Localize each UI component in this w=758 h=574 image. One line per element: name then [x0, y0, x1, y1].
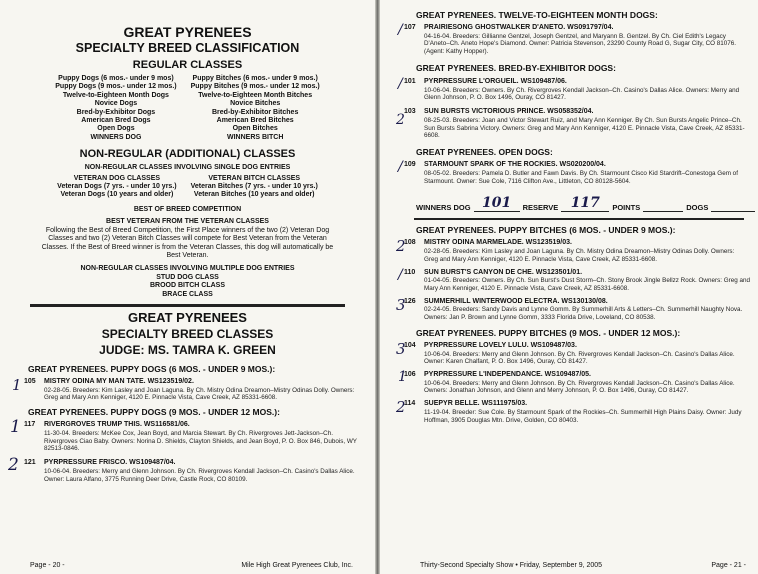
- section-heading: GREAT PYRENEES. PUPPY DOGS (6 MOS. - UNDER 9 MOS.):: [28, 363, 276, 374]
- section-heading: GREAT PYRENEES. PUPPY BITCHES (6 MOS. - UNDER 9 MOS.):: [416, 225, 676, 236]
- class-item: Puppy Bitches (9 mos.- under 12 mos.): [190, 83, 320, 91]
- footer-page-number: Page - 21 -: [711, 562, 746, 569]
- divider: [414, 218, 744, 220]
- entry-description: 11-19-04. Breeder: Sue Cole. By Starmount Spark of the Rockies–Ch. Summerhill High Plains Daisy. Owner: Judy Hoffman, 3905 Douglas Mtn. Drive, Golden, CO 80403.: [424, 408, 742, 424]
- multi-class-item: BROOD BITCH CLASS: [149, 282, 226, 290]
- entry-description: 08-25-03. Breeders: Joan and Victor Stewart Ruiz, and Mary Ann Kenniger. By Ch. Sun Bursts Angelic Prince–Ch. Sun Bursts Sabrina Victory. Owners: Greg and Mary Ann Kenniger, 4120 E. Pinnacle Vista, Cave Creek, AZ 85331-6608.: [424, 116, 745, 140]
- entry-title: MISTRY ODINA MY MAN TATE. WS123519/02.: [44, 377, 194, 385]
- entry-title: PYRPRESSURE LOVELY LULU. WS109487/03.: [424, 341, 577, 349]
- class-item: Bred-by-Exhibitor Dogs: [76, 108, 156, 116]
- class-item: Novice Dogs: [94, 100, 138, 108]
- entry-item: [0, 455, 367, 483]
- handwritten-placement: 1: [398, 369, 407, 386]
- entry-description: 02-28-05. Breeders: Kim Lasley and Joan Laguna. By Ch. Mistry Odina Dreamon–Mistry Odinas Dolly. Owners: Greg and Mary Ann Kenniger, 4120 E. Pinnacle Vista, Cave Creek, AZ 85331-6608.: [44, 386, 355, 402]
- entry-title: RIVERGROVES TRUMP THIS. WS116581/06.: [44, 421, 190, 429]
- handwritten-placement: 2: [396, 112, 405, 129]
- handwritten-placement: 1: [12, 375, 22, 394]
- veteran-dog-classes: [57, 175, 176, 200]
- nonregular-heading: NON-REGULAR (ADDITIONAL) CLASSES: [79, 148, 296, 161]
- entry-number: 107: [404, 24, 416, 31]
- class-item: Veteran Bitches (7 yrs. - under 10 yrs.): [190, 183, 318, 191]
- multi-entries-heading: NON-REGULAR CLASSES INVOLVING MULTIPLE DOG ENTRIES: [80, 265, 295, 273]
- section-heading: GREAT PYRENEES. BRED-BY-EXHIBITOR DOGS:: [416, 62, 616, 73]
- entry-item: [0, 417, 367, 453]
- handwritten-placement: /: [398, 22, 403, 38]
- entry-description: 04-16-04. Breeders: Gillianne Gentzel, Joseph Gentzel, and Maryann B. Gentzel. By Ch. Ciel Edith's Legacy D'Aneto–Ch. Aneto Hope's Diamond. Owner: Patricia Stevenson, 23290 County Road G, Sugar City, CO 81076. (Agent: Kathy Hopper).: [424, 32, 737, 56]
- best-of-breed-heading: BEST OF BREED COMPETITION: [133, 205, 242, 213]
- entry-item: [380, 75, 750, 102]
- entry-description: 02-28-05. Breeders: Kim Lasley and Joan Laguna. By Ch. Mistry Odina Dreamon–Mistry Odinas Dolly. Owners: Greg and Mary Ann Kenniger, 4120 E. Pinnacle Vista, Cave Creek, AZ 85331-6608.: [424, 247, 735, 263]
- winners-dog-field: [474, 195, 520, 212]
- entry-item: [380, 266, 750, 293]
- section-heading: GREAT PYRENEES. OPEN DOGS:: [416, 147, 553, 158]
- section-heading: GREAT PYRENEES. TWELVE-TO-EIGHTEEN MONTH DOGS:: [416, 10, 658, 20]
- winners-dog-value: 101: [481, 195, 512, 212]
- entry-number: 104: [404, 341, 416, 349]
- entry-number: 110: [404, 268, 416, 276]
- points-label: POINTS: [612, 203, 641, 213]
- entry-title: SUMMERHILL WINTERWOOD ELECTRA. WS130130/08.: [424, 297, 608, 305]
- entry-number: 114: [404, 400, 416, 408]
- dogs-label: DOGS: [686, 203, 709, 213]
- entry-number: 121: [24, 459, 36, 467]
- class-item: Novice Bitches: [230, 100, 281, 108]
- entry-description: 11-30-04. Breeders: McKee Cox, Jean Boyd, and Marcia Stewart. By Ch. Rivergroves Jett-Jackson–Ch. Rivergroves Ciao Baby. Owners: Norina D. Shields, Clayton Shields, and Jean Boyd, P. O. Box 846, Dubois, WY 82513-0846.: [44, 429, 357, 453]
- entry-description: 02-24-05. Breeders: Sandy Davis and Lynne Gomm. By Summerhill Arts & Letters–Ch. Summerhill Naughty Nova. Owners: Jan P. Brown and Lynne Gomm, 3333 Florida Drive, Loveland, CO 80538.: [424, 306, 743, 322]
- handwritten-placement: 2: [396, 398, 406, 417]
- left-page: [0, 0, 375, 574]
- class-item: Veteran Dogs (7 yrs. - under 10 yrs.): [57, 183, 177, 191]
- entry-description: 10-06-04. Breeders: Merry and Glenn Johnson. By Ch. Rivergroves Kendall Jackson–Ch. Casino's Dallas Alice. Owners: Jonathan Johnson, and Glenn and Merry Johnson, P. O. Box 1496, Ouray, CO 81427.: [424, 379, 735, 395]
- footer-page-number: Page - 20 -: [30, 562, 65, 569]
- entry-number: 105: [24, 377, 36, 385]
- entry-number: 101: [404, 77, 416, 85]
- right-page: [380, 0, 758, 574]
- class-item: American Bred Bitches: [216, 117, 294, 125]
- class-item: WINNERS DOG: [90, 133, 142, 141]
- entry-title: PYRPRESSURE L'INDEPENDANCE. WS109487/05.: [424, 371, 591, 379]
- winners-dog-label: WINNERS DOG: [416, 203, 471, 213]
- entry-number: 109: [404, 161, 416, 169]
- entry-description: 10-06-04. Breeders: Merry and Glenn Johnson. By Ch. Rivergroves Kendall Jackson–Ch. Casino's Dallas Alice. Owner: Laura Alfano, 3775 Running Deer Drive, Castle Rock, CO 80109.: [44, 467, 355, 483]
- regular-classes-heading: REGULAR CLASSES: [132, 59, 243, 71]
- classification-subtitle: SPECIALTY BREED CLASSIFICATION: [75, 41, 300, 55]
- veteran-classes-list: [0, 175, 375, 200]
- class-item: VETERAN DOG CLASSES: [73, 174, 161, 182]
- points-field: [643, 211, 683, 212]
- entry-item: [380, 400, 750, 424]
- entry-item: [380, 371, 750, 395]
- handwritten-placement: 1: [10, 417, 21, 438]
- entry-number: 126: [404, 297, 416, 305]
- veteran-bitch-classes: [191, 175, 318, 200]
- entry-number: 106: [404, 371, 416, 379]
- entry-description: 08-05-02. Breeders: Pamela D. Butler and Fawn Davis. By Ch. Starmount Cisco Kid Stardrift–Conestoga Gem of Starmount. Owner: Sue Cole, 7116 Clifton Ave., Littleton, CO 80128-5604.: [424, 169, 738, 185]
- class-item: Puppy Dogs (6 mos.- under 9 mos): [58, 75, 174, 82]
- class-item: American Bred Dogs: [81, 117, 151, 125]
- entry-title: MISTRY ODINA MARMELADE. WS123519/03.: [424, 239, 572, 247]
- entry-title: PRAIRIESONG GHOSTWALKER D'ANETO. WS091797/04.: [424, 24, 614, 31]
- handwritten-placement: 2: [8, 455, 19, 476]
- entry-number: 108: [404, 239, 416, 247]
- class-item: Puppy Bitches (6 mos.- under 9 mos.): [192, 75, 318, 82]
- regular-classes-list: [0, 75, 375, 142]
- entry-description: 10-06-04. Breeders: Owners. By Ch. Rivergroves Kendall Jackson–Ch. Casino's Dallas Alice. Owners: Merry and Glenn Johnson, P. O. Box 1496, Ouray, CO 81427.: [424, 86, 740, 102]
- class-section: [380, 328, 758, 338]
- multi-class-item: STUD DOG CLASS: [156, 273, 219, 281]
- dogs-field: [711, 211, 755, 212]
- class-item: Veteran Bitches (10 years and older): [193, 191, 315, 199]
- reserve-field: [561, 195, 609, 212]
- class-item: Open Bitches: [232, 125, 278, 133]
- reserve-value: 117: [570, 195, 600, 212]
- entry-item: [380, 161, 750, 185]
- entry-number: 117: [24, 421, 36, 429]
- footer-club-name: Mile High Great Pyrenees Club, Inc.: [241, 562, 353, 569]
- handwritten-placement: 3: [396, 295, 406, 314]
- class-item: Puppy Dogs (9 mos.- under 12 mos.): [55, 83, 177, 91]
- winners-line: [380, 195, 758, 212]
- class-section: [0, 407, 375, 417]
- section-heading: GREAT PYRENEES. PUPPY DOGS (9 MOS. - UNDER 12 MOS.):: [28, 407, 280, 418]
- class-section: [380, 225, 758, 235]
- handwritten-placement: /: [398, 266, 403, 283]
- entry-description: 01-04-05. Breeders: Owners. By Ch. Sun Burst's Dust Storm–Ch. Stony Brook Jingle Bellzz Rock. Owners: Greg and Mary Ann Kenniger, 4120 E. Pinnacle Vista, Cave Creek, AZ 85331-6608.: [424, 277, 750, 292]
- class-section: [0, 364, 375, 374]
- class-item: Twelve-to-Eighteen Month Dogs: [62, 91, 169, 99]
- multi-class-item: BRACE CLASS: [162, 290, 213, 298]
- class-item: Bred-by-Exhibitor Bitches: [212, 108, 299, 116]
- entry-title: SUN BURSTS VICTORIOUS PRINCE. WS058352/04.: [424, 108, 594, 116]
- handwritten-placement: 2: [396, 237, 406, 256]
- entry-title: PYRPRESSURE L'ORGUEIL. WS109487/06.: [424, 77, 567, 85]
- class-section: [380, 63, 758, 73]
- footer-show-info: Thirty-Second Specialty Show • Friday, September 9, 2005: [420, 562, 603, 569]
- entry-item: [380, 339, 750, 366]
- class-section: [380, 147, 758, 157]
- handwritten-placement: /: [398, 75, 403, 92]
- entry-item: [380, 24, 750, 56]
- divider: [30, 304, 345, 307]
- classification-title: GREAT PYRENEES: [123, 24, 252, 40]
- entry-title: SUN BURST'S CANYON DE CHE. WS123501/01.: [424, 268, 583, 276]
- reserve-label: RESERVE: [522, 203, 559, 213]
- classes-subtitle: SPECIALTY BREED CLASSES: [101, 326, 274, 341]
- handwritten-placement: 3: [396, 339, 406, 358]
- handwritten-placement: /: [398, 159, 403, 176]
- entry-item: [0, 375, 367, 402]
- section-heading: GREAT PYRENEES. PUPPY BITCHES (9 MOS. - UNDER 12 MOS.):: [416, 327, 681, 338]
- class-item: Open Dogs: [97, 125, 135, 133]
- single-entries-heading: NON-REGULAR CLASSES INVOLVING SINGLE DOG ENTRIES: [84, 164, 291, 172]
- entry-title: STARMOUNT SPARK OF THE ROCKIES. WS020200/04.: [424, 161, 606, 169]
- entry-item: [380, 239, 750, 263]
- judge-name: JUDGE: MS. TAMRA K. GREEN: [99, 342, 276, 357]
- entry-number: 103: [404, 108, 416, 116]
- entry-description: 10-06-04. Breeders: Merry and Glenn Johnson. By Ch. Rivergroves Kendall Jackson–Ch. Casino's Dallas Alice. Owner: Karen Chalfant, P. O. Box 1496, Ouray, CO 81427.: [424, 350, 735, 366]
- regular-bitch-classes: [191, 75, 320, 142]
- class-item: VETERAN BITCH CLASSES: [208, 174, 301, 182]
- class-item: WINNERS BITCH: [226, 133, 284, 141]
- entry-title: SUEPYR BELLE. WS111975/03.: [424, 400, 528, 408]
- class-section: [380, 10, 758, 20]
- class-item: Veteran Dogs (10 years and older): [60, 191, 174, 199]
- entry-item: [380, 295, 750, 322]
- entry-item: [380, 108, 750, 140]
- regular-dog-classes: [55, 75, 176, 142]
- class-item: Twelve-to-Eighteen Month Bitches: [198, 91, 313, 99]
- best-veteran-heading: BEST VETERAN FROM THE VETERAN CLASSES: [106, 218, 269, 226]
- best-veteran-text: Following the Best of Breed Competition, the First Place winners of the two (2) Veteran Dog Classes and two (2) Veteran Bitch Classes will compete for Best Veteran from the Veteran Classes. If the Best of Breed winner is from the Veteran Classes, this dog will automatically be Best Veteran.: [41, 226, 334, 259]
- classes-title: GREAT PYRENEES: [128, 309, 247, 325]
- entry-title: PYRPRESSURE FRISCO. WS109487/04.: [44, 459, 176, 467]
